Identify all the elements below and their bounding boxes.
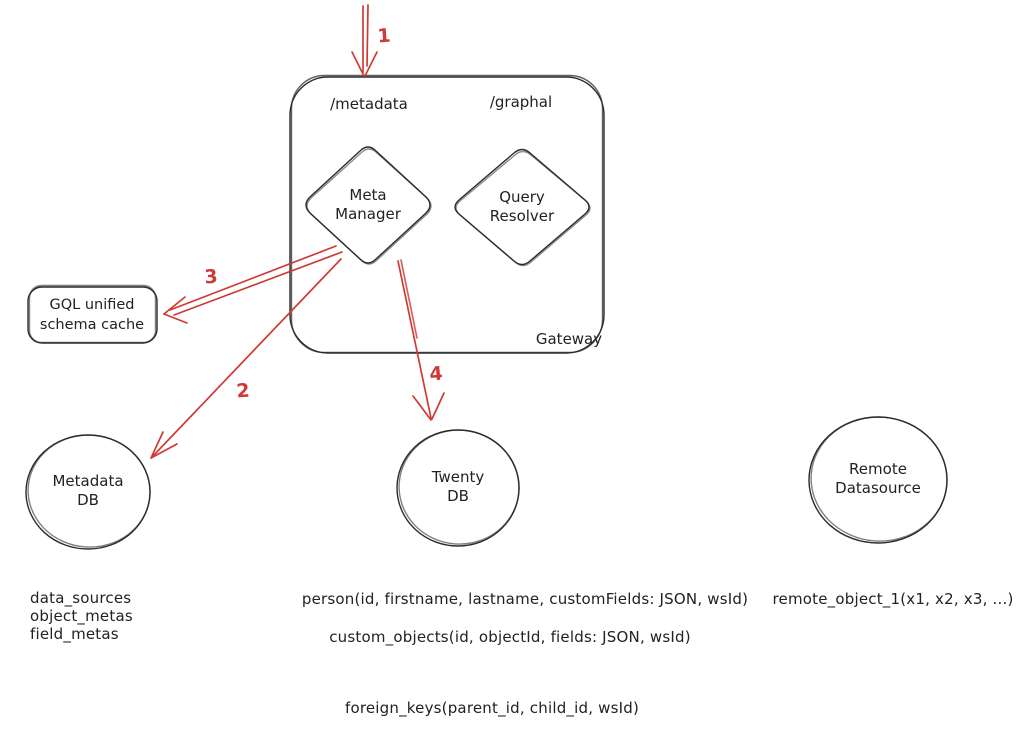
gateway-label: Gateway [535, 330, 603, 348]
remote-datasource-line1: Remote [849, 460, 907, 478]
twenty-db-table-person: person(id, firstname, lastname, customFields: JSON, wsId) [301, 590, 749, 608]
step-1-label: 1 [376, 24, 392, 48]
step-3-label: 3 [203, 265, 219, 289]
schema-cache-line2: schema cache [39, 317, 145, 333]
metadata-db-table-2: object_metas [30, 607, 133, 625]
query-resolver-line2: Resolver [489, 207, 555, 225]
step-4-label: 4 [428, 362, 444, 386]
schema-cache-line1: GQL unified [49, 297, 135, 313]
twenty-db-label [432, 468, 484, 506]
twenty-db-table-foreign-keys: foreign_keys(parent_id, child_id, wsId) [344, 699, 640, 717]
twenty-db-line2: DB [447, 487, 469, 505]
metadata-db-line1: Metadata [52, 472, 124, 490]
remote-datasource-table: remote_object_1(x1, x2, x3, ...) [772, 590, 1014, 608]
meta-manager-line2: Manager [335, 205, 401, 223]
twenty-db-table-custom-objects: custom_objects(id, objectId, fields: JSON, wsId) [329, 628, 691, 646]
meta-manager-line1: Meta [349, 186, 387, 204]
arrow-1 [352, 5, 377, 76]
metadata-db-line2: DB [77, 491, 99, 509]
step-2-label: 2 [235, 379, 251, 403]
meta-manager-label [335, 186, 401, 224]
remote-datasource-label [835, 460, 921, 498]
metadata-db-table-1: data_sources [30, 589, 132, 607]
metadata-db-table-3: field_metas [30, 625, 119, 643]
schema-cache-label [40, 295, 144, 335]
query-resolver-label [490, 188, 554, 226]
route-metadata-label: /metadata [330, 95, 408, 113]
remote-datasource-line2: Datasource [835, 479, 921, 497]
metadata-db-label [52, 472, 123, 510]
route-graphql-label: /graphal [489, 93, 553, 111]
twenty-db-line1: Twenty [431, 468, 485, 486]
arrow-4 [398, 260, 444, 420]
query-resolver-line1: Query [499, 188, 545, 206]
flow-arrows [151, 5, 444, 458]
arrow-3 [164, 246, 342, 323]
